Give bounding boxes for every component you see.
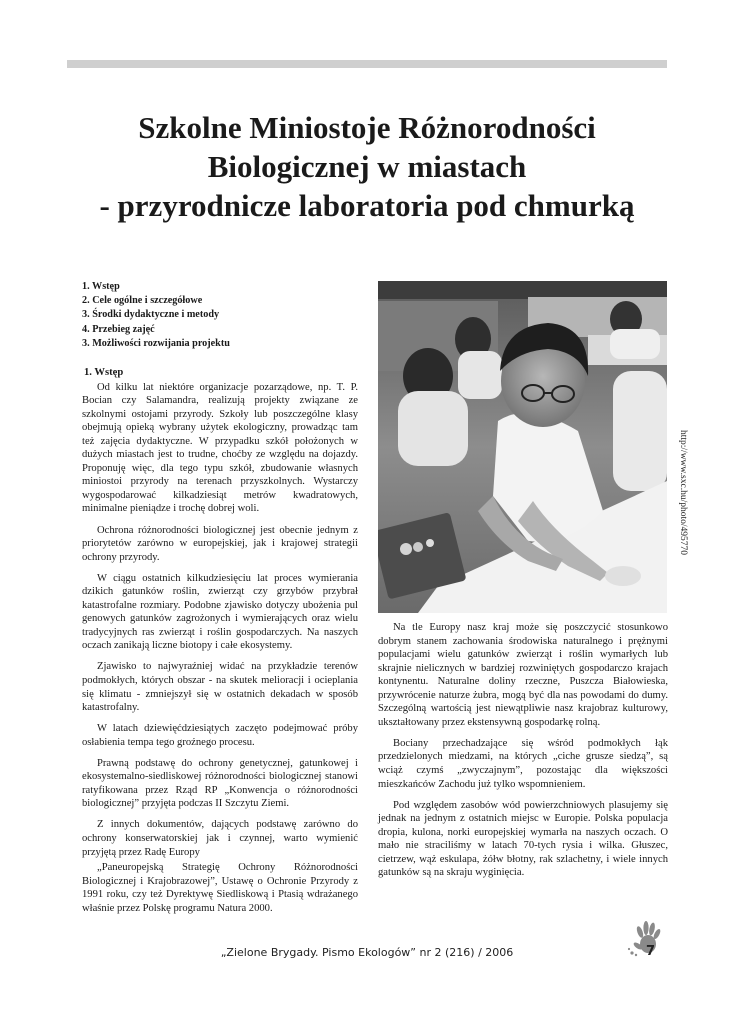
paragraph: Ochrona różnorodności biologicznej jest obecnie jednym z priorytetów zarówno w europejskiej, jak i krajowej strategii ochrony przyrody. <box>82 524 358 563</box>
toc-item: 4. Przebieg zajęć <box>82 323 155 335</box>
toc-item: 2. Cele ogólne i szczegółowe <box>82 295 203 307</box>
page-number: 7 <box>646 944 656 959</box>
paragraph: Prawną podstawę do ochrony genetycznej, gatunkowej i ekosystemalno-siedliskowej różnorodności biologicznej stanowi ratyfikowana przez Rząd RP „Konwencja o różnorodności biologicznej” przyjęta podczas II Szczytu Ziemi. <box>82 757 358 810</box>
classroom-photo <box>378 281 667 613</box>
title-line-3: - przyrodnicze laboratoria pod chmurką <box>99 188 635 223</box>
section-heading: 1. Wstęp <box>84 367 124 378</box>
table-of-contents <box>82 280 362 351</box>
article-photo <box>378 281 667 613</box>
title-line-2: Biologicznej w miastach <box>207 149 527 184</box>
paragraph: Bociany przechadzające się wśród podmokłych łąk przedzielonych miedzami, na których „ciche grusze siedzą”, są wciąż czymś „zwyczajnym”, pozostając dla większości mieszkańców Zachodu już tylko wspomnieniem. <box>378 737 668 790</box>
paragraph: Od kilku lat niektóre organizacje pozarządowe, np. T. P. Bocian czy Salamandra, realizują projekty związane ze szkolnymi ostojami przyrody. Szkoły lub poszczególne klasy obejmują opieką wybrany użytek ekologiczny, prowadząc tam też zajęcia dydaktyczne. W przypadku szkół położonych w dużych miastach jest to trudne, choćby ze względu na dojazdy. Proponuję więc, dla tego typu szkół, zbudowanie własnych miniostoi przyrody na terenach przyszkolnych. Wystarczy wygospodarować kilkadziesiąt metrów kwadratowych, minimalne pieniądze i trochę dobrej woli. <box>82 381 358 515</box>
paragraph: W latach dziewięćdziesiątych zaczęto podejmować próby osłabienia tempa tego groźnego procesu. <box>82 723 358 748</box>
paragraph: W ciągu ostatnich kilkudziesięciu lat proces wymierania dzikich gatunków roślin, zwierząt czy grzybów przybrał katastrofalne rozmiary. Podobne zjawisko dotyczy ubożenia pul genowych gatunków zagrożonych i wymierających oraz wielu tradycyjnych ras zwierząt i roślin gospodarczych. Na naszych oczach zanikają liczne biotopy i całe ekosystemy. <box>82 572 358 652</box>
paragraph: Zjawisko to najwyraźniej widać na przykładzie terenów podmokłych, których obszar - na skutek melioracji i ocieplania się klimatu - zmniejszył się w ostatnich dekadach w sposób katastrofalny. <box>82 661 358 714</box>
photo-credit <box>668 430 690 616</box>
toc-item: 3. Środki dydaktyczne i metody <box>82 309 220 321</box>
title-line-1: Szkolne Miniostoje Różnorodności <box>138 110 596 145</box>
header-rule <box>67 60 667 68</box>
paragraph: Na tle Europy nasz kraj może się poszczycić stosunkowo dobrym stanem zachowania środowiska naturalnego i prężnymi populacjami wielu gatunków zwierząt i roślin wymarłych lub skrajnie nielicznych w bardziej rozwiniętych gospodarczo krajach kontynentu. Naturalne doliny rzeczne, Puszcza Białowieska, przywrócenie naturze żubra, mogą być dla nas powodami do dumy. Szczególną wartością jest niewątpliwie nasz krajobraz kulturowy, ukształtowany przez ekstensywną gospodarkę rolną. <box>378 622 668 728</box>
left-column <box>82 366 358 923</box>
toc-item: 3. Możliwości rozwijania projektu <box>82 337 230 349</box>
footer-citation: „Zielone Brygady. Pismo Ekologów” nr 2 (216) / 2006 <box>220 946 514 959</box>
paragraph: Pod względem zasobów wód powierzchniowych plasujemy się jednak na jednym z ostatnich miejsc w Europie. Polska populacja dropia, kulona, norki europejskiej wymarła na naszych oczach. O mało nie straciliśmy w latach 70-tych rysia i wilka. Głuszec, cietrzew, wąż eskulapa, żółw błotny, rak szlachetny, i wiele innych gatunków są na skraju wyginięcia. <box>378 799 668 879</box>
paragraph: Z innych dokumentów, dających podstawę zarówno do ochrony konserwatorskiej jak i czynnej, warto wymienić przyjętą przez Radę Europy <box>82 819 358 858</box>
photo-credit-text: http://www.sxc.hu/photo/495770 <box>678 430 688 555</box>
paragraph: „Paneuropejską Strategię Ochrony Różnorodności Biologicznej i Krajobrazowej”, Ustawę o Ochronie Przyrody z 1991 roku, czy też Dyrektywę Siedliskową i Ptasią wdrażanego właśnie przez Polskę programu Natura 2000. <box>82 862 358 914</box>
article-title <box>40 108 694 225</box>
right-column <box>378 621 668 887</box>
toc-item: 1. Wstęp <box>82 281 120 292</box>
